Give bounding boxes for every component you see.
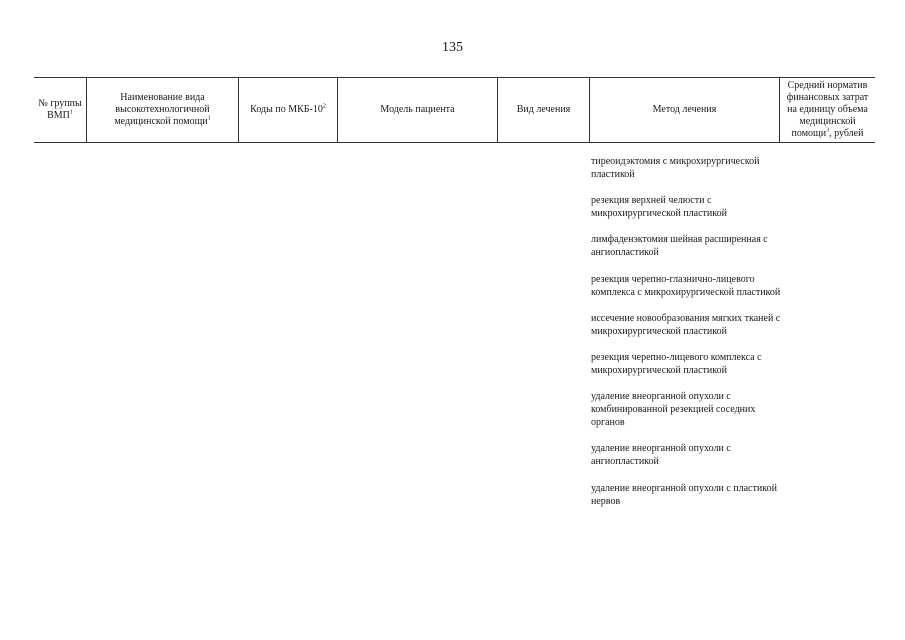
header-patient-model [337,78,497,142]
footnote-marker: 1 [69,109,73,116]
method-item: удаление внеорганной опухоли с ангиопластикой [591,443,731,468]
method-item: резекция черепно-глазнично-лицевого комплекса с микрохирургической пластикой [591,273,781,298]
header-icd-codes [238,78,337,142]
header-average-cost [779,78,875,142]
header-average-cost-text [783,80,872,140]
header-care-type-name-text [90,92,235,128]
header-care-type-name [86,78,238,142]
header-care-type-name-label: Наименование вида высокотехнологичной медицинской помощи [114,92,210,127]
footnote-marker: 2 [322,103,326,110]
header-average-cost-unit: , рублей [829,128,864,139]
footnote-marker: 1 [207,115,211,122]
method-item: тиреоидэктомия с микрохирургической пластикой [591,156,760,180]
header-group-number-label: № группы ВМП [38,98,82,121]
footnote-marker: 3 [826,127,830,134]
header-icd-codes-label: Коды по МКБ-10 [250,104,323,115]
method-item: удаление внеорганной опухоли с комбинированной резекцией соседних органов [591,391,756,429]
header-group-number [34,78,86,142]
header-icd-codes-text [250,104,326,116]
header-treatment-type [497,78,589,142]
method-item: иссечение новообразования мягких тканей с микрохирургической пластикой [591,312,781,337]
method-item: лимфаденэктомия шейная расширенная с ангиопластикой [591,234,768,259]
page-number: 135 [442,40,463,55]
header-patient-model-label: Модель пациента [380,104,455,115]
header-treatment-method-label: Метод лечения [652,104,717,115]
header-average-cost-label: Средний норматив финансовых затрат на единицу объема медицинской помощи [786,80,869,139]
method-item: резекция верхней челюсти с микрохирургической пластикой [591,195,727,220]
header-treatment-method [589,78,779,142]
table-header [34,77,875,143]
header-treatment-type-label: Вид лечения [516,104,571,115]
treatment-method-list [591,155,791,521]
header-group-number-text [37,98,83,122]
method-item: резекция черепно-лицевого комплекса с микрохирургической пластикой [591,351,762,376]
method-item: удаление внеорганной опухоли с пластикой нервов [591,482,777,507]
